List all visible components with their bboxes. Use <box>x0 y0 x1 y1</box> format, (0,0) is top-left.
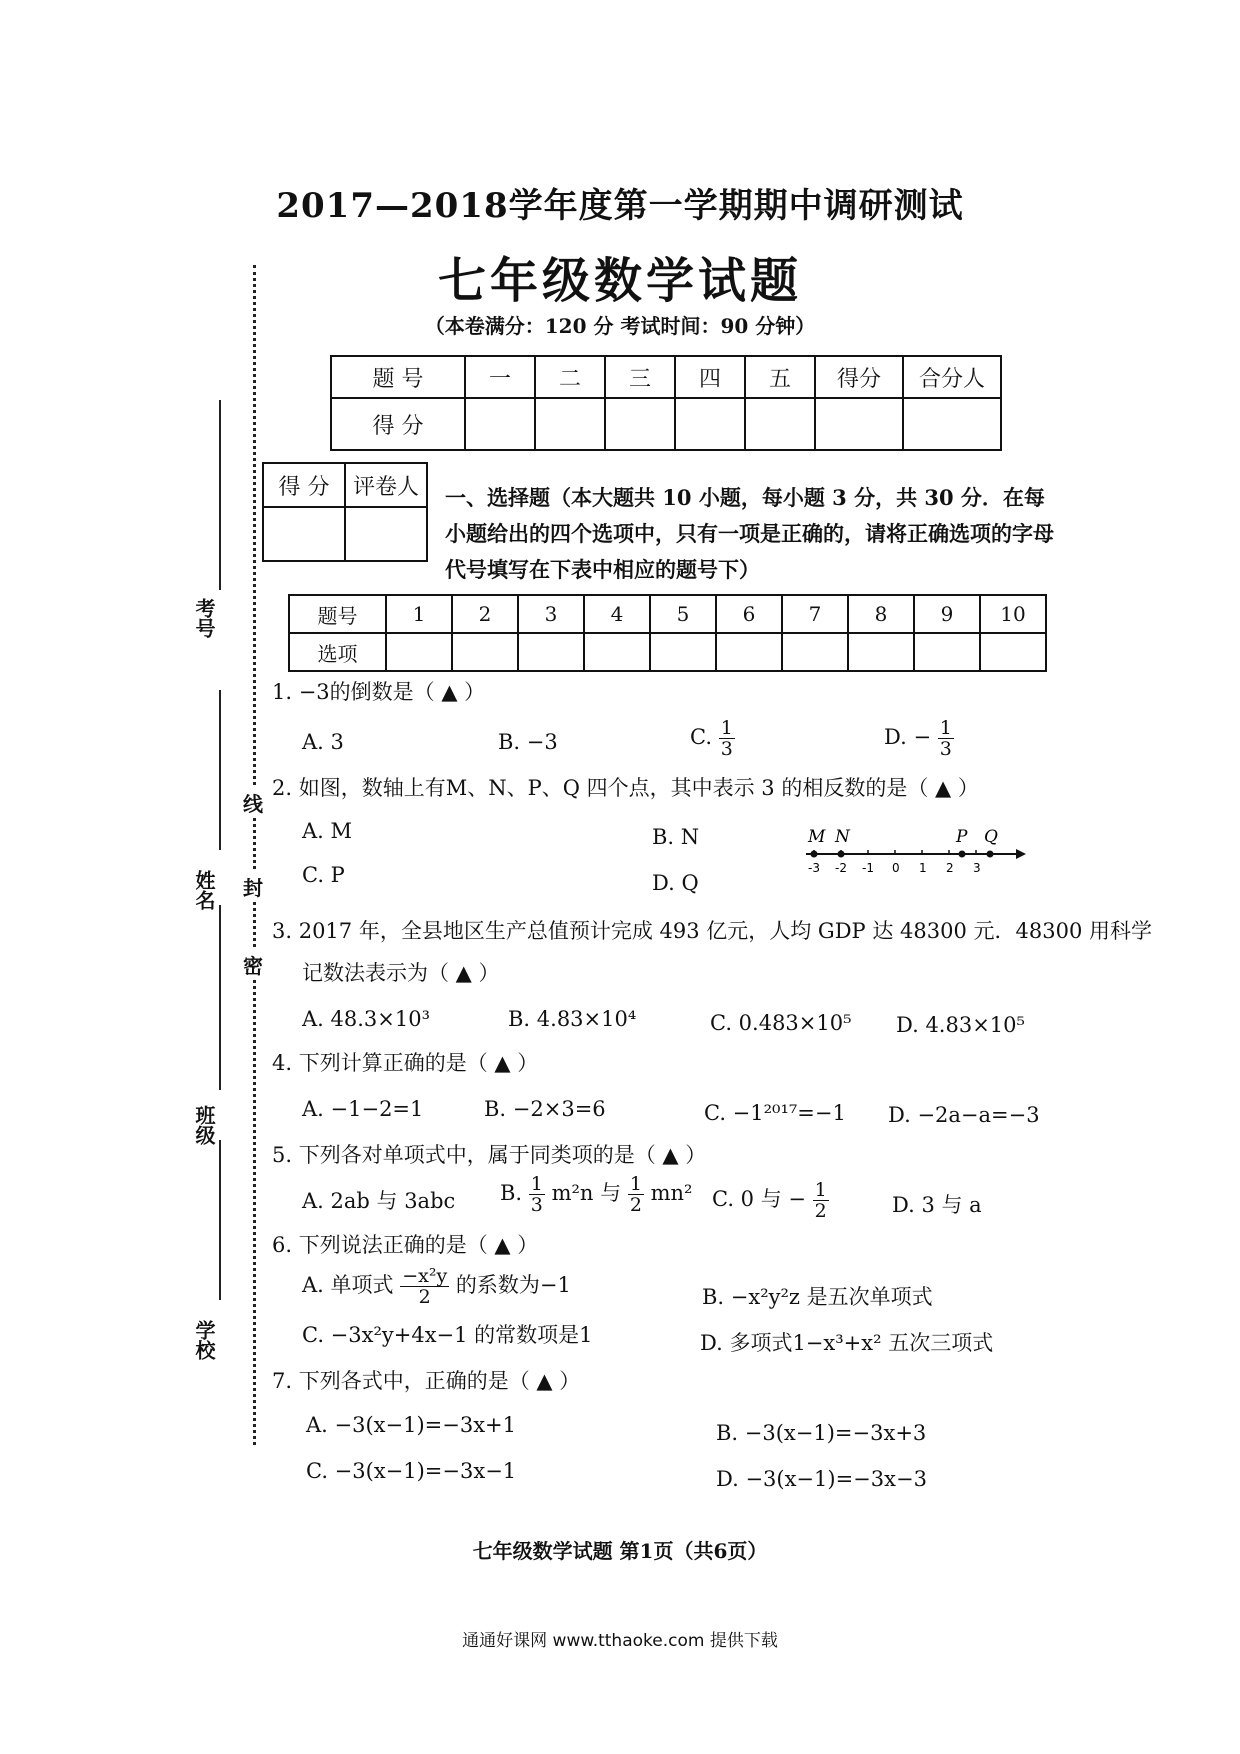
question-3-stem-line1: 3. 2017 年，全县地区生产总值预计完成 493 亿元，人均 GDP 达 48300 元．48300 用科学 <box>272 919 1152 943</box>
fraction-denominator: 2 <box>629 1194 642 1216</box>
tick-label: 2 <box>946 861 954 875</box>
answer-choice-cell[interactable] <box>848 633 914 671</box>
question-1-option-a: A. 3 <box>302 730 344 754</box>
point-m-dot <box>811 851 818 858</box>
fraction-denominator: 2 <box>418 1286 431 1308</box>
fraction <box>400 1266 449 1307</box>
question-7-stem: 7. 下列各式中，正确的是（ ▲ ） <box>272 1369 581 1393</box>
fraction-numerator: 1 <box>939 717 952 739</box>
score-cell[interactable] <box>815 398 903 450</box>
option-prefix: D. − <box>884 725 932 749</box>
answer-number-cell: 9 <box>914 595 980 633</box>
answer-choice-cell[interactable] <box>980 633 1046 671</box>
fraction-denominator: 3 <box>939 738 952 760</box>
exam-title-line2: 七年级数学试题 <box>437 253 802 309</box>
question-2-option-a: A. M <box>302 819 353 843</box>
tick-label: 3 <box>973 861 981 875</box>
fraction-numerator: 1 <box>629 1173 642 1195</box>
score-cell[interactable] <box>605 398 675 450</box>
question-7-option-b: B. −3(x−1)=−3x+3 <box>716 1421 927 1445</box>
score-header-cell: 二 <box>535 356 605 398</box>
question-5-option-a: A. 2ab 与 3abc <box>302 1189 456 1213</box>
answer-number-cell: 3 <box>518 595 584 633</box>
fraction <box>628 1174 644 1215</box>
name-rule <box>219 690 221 850</box>
answer-choice-cell[interactable] <box>584 633 650 671</box>
question-5-option-d: D. 3 与 a <box>892 1193 982 1217</box>
option-text: 的系数为−1 <box>455 1273 571 1297</box>
tick-label: -3 <box>808 861 820 875</box>
question-6-stem: 6. 下列说法正确的是（ ▲ ） <box>272 1233 539 1257</box>
score-cell[interactable] <box>745 398 815 450</box>
option-text: m²n 与 <box>551 1181 622 1205</box>
question-3-option-b: B. 4.83×10⁴ <box>508 1007 637 1031</box>
question-7-option-d: D. −3(x−1)=−3x−3 <box>716 1467 927 1491</box>
score-header-cell: 题 号 <box>331 356 465 398</box>
answer-number-cell: 6 <box>716 595 782 633</box>
option-prefix: C. 0 与 − <box>712 1187 806 1211</box>
question-6-option-a <box>302 1266 571 1307</box>
score-header-cell: 合分人 <box>903 356 1001 398</box>
point-n-dot <box>838 851 845 858</box>
label-name: 姓名 <box>192 870 216 910</box>
fraction-numerator: 1 <box>530 1173 543 1195</box>
score-header-cell: 得分 <box>815 356 903 398</box>
fraction-numerator: 1 <box>720 717 733 739</box>
answer-table-row-label: 选项 <box>289 633 386 671</box>
answer-choice-cell[interactable] <box>452 633 518 671</box>
question-4-option-b: B. −2×3=6 <box>484 1097 606 1121</box>
score-row-label: 得 分 <box>331 398 465 450</box>
question-3-option-c: C. 0.483×10⁵ <box>710 1011 852 1035</box>
answer-choice-cell[interactable] <box>914 633 980 671</box>
question-2-option-c: C. P <box>302 863 345 887</box>
grader-score-header: 得 分 <box>263 463 345 507</box>
question-2-option-d: D. Q <box>652 871 699 895</box>
question-4-option-c: C. −1²⁰¹⁷=−1 <box>704 1101 846 1125</box>
fraction <box>529 1174 545 1215</box>
point-m-label: M <box>808 827 826 847</box>
score-header-cell: 一 <box>465 356 535 398</box>
point-p-label: P <box>956 827 968 847</box>
number-line-arrow <box>1016 849 1026 859</box>
question-3-option-a: A. 48.3×10³ <box>302 1007 431 1031</box>
answer-choice-cell[interactable] <box>650 633 716 671</box>
question-1-option-c <box>690 718 735 759</box>
question-6-option-b: B. −x²y²z 是五次单项式 <box>702 1285 933 1309</box>
exam-subtitle: （本卷满分：120 分 考试时间：90 分钟） <box>424 314 816 338</box>
option-prefix: C. <box>690 725 712 749</box>
school-rule <box>219 1140 221 1300</box>
question-4-stem: 4. 下列计算正确的是（ ▲ ） <box>272 1051 539 1075</box>
answer-number-cell: 2 <box>452 595 518 633</box>
question-1-option-d <box>884 718 954 759</box>
label-school: 学校 <box>192 1320 216 1360</box>
question-6-option-c: C. −3x²y+4x−1 的常数项是1 <box>302 1323 593 1347</box>
question-4-option-d: D. −2a−a=−3 <box>888 1103 1040 1127</box>
fraction <box>813 1180 829 1221</box>
question-1-option-b: B. −3 <box>498 730 558 754</box>
score-cell[interactable] <box>903 398 1001 450</box>
fraction-denominator: 3 <box>720 738 733 760</box>
answer-number-cell: 5 <box>650 595 716 633</box>
label-exam-number: 考号 <box>192 598 216 638</box>
section1-heading: 一、选择题（本大题共 10 小题，每小题 3 分，共 30 分．在每小题给出的四个选项中，只有一项是正确的，请将正确选项的字母代号填写在下表中相应的题号下） <box>445 485 1054 582</box>
question-3-option-d: D. 4.83×10⁵ <box>896 1013 1025 1037</box>
score-cell[interactable] <box>535 398 605 450</box>
tick-label: 1 <box>919 861 927 875</box>
seal-char-secret: 密 <box>243 950 263 979</box>
score-cell[interactable] <box>675 398 745 450</box>
tick-label: -1 <box>862 861 874 875</box>
question-2-stem: 2. 如图，数轴上有M、N、P、Q 四个点，其中表示 3 的相反数的是（ ▲ ） <box>272 776 979 800</box>
label-class: 班级 <box>192 1105 216 1145</box>
score-header-cell: 三 <box>605 356 675 398</box>
score-summary-table <box>330 355 1002 451</box>
seal-char-seal: 封 <box>243 872 263 901</box>
fraction-numerator: 1 <box>814 1179 827 1201</box>
grader-score-cell[interactable] <box>263 507 345 561</box>
point-q-dot <box>987 851 994 858</box>
answer-number-cell: 1 <box>386 595 452 633</box>
question-3-stem-line2: 记数法表示为（ ▲ ） <box>302 961 500 985</box>
binding-dotted-line <box>253 265 256 1445</box>
grader-table <box>262 462 428 562</box>
option-prefix: B. <box>500 1181 523 1205</box>
answer-choice-cell[interactable] <box>782 633 848 671</box>
option-text: mn² <box>650 1181 693 1205</box>
question-1-stem: 1. −3的倒数是（ ▲ ） <box>272 680 486 704</box>
fraction-denominator: 2 <box>814 1200 827 1222</box>
option-prefix: A. 单项式 <box>302 1273 394 1297</box>
answer-table-row-label: 题号 <box>289 595 386 633</box>
tick-label: -2 <box>835 861 847 875</box>
question-5-option-b <box>500 1174 692 1215</box>
seal-char-line: 线 <box>243 788 263 817</box>
exam-title-line1: 2017—2018学年度第一学期期中调研测试 <box>276 186 964 226</box>
point-p-dot <box>959 851 966 858</box>
tick-label: 0 <box>892 861 900 875</box>
question-5-option-c <box>712 1180 829 1221</box>
answer-number-cell: 4 <box>584 595 650 633</box>
fraction-numerator: −x²y <box>402 1265 448 1287</box>
answer-table <box>288 594 1047 672</box>
question-7-option-c: C. −3(x−1)=−3x−1 <box>306 1459 517 1483</box>
question-2-option-b: B. N <box>652 825 700 849</box>
number-line-figure <box>800 822 1030 882</box>
question-6-option-d: D. 多项式1−x³+x² 五次三项式 <box>700 1331 994 1355</box>
fraction-denominator: 3 <box>530 1194 543 1216</box>
fraction <box>938 718 954 759</box>
class-rule <box>219 905 221 1090</box>
answer-choice-cell[interactable] <box>716 633 782 671</box>
fraction <box>719 718 735 759</box>
score-header-cell: 五 <box>745 356 815 398</box>
exam-number-rule <box>219 400 221 590</box>
question-7-option-a: A. −3(x−1)=−3x+1 <box>306 1413 517 1437</box>
answer-choice-cell[interactable] <box>518 633 584 671</box>
point-n-label: N <box>835 827 850 847</box>
answer-number-cell: 7 <box>782 595 848 633</box>
question-4-option-a: A. −1−2=1 <box>302 1097 424 1121</box>
answer-number-cell: 8 <box>848 595 914 633</box>
grader-name-cell[interactable] <box>345 507 427 561</box>
answer-choice-cell[interactable] <box>386 633 452 671</box>
score-cell[interactable] <box>465 398 535 450</box>
page-footer: 七年级数学试题 第1页（共6页） <box>472 1539 768 1563</box>
point-q-label: Q <box>984 827 998 847</box>
grader-name-header: 评卷人 <box>345 463 427 507</box>
answer-number-cell: 10 <box>980 595 1046 633</box>
question-5-stem: 5. 下列各对单项式中，属于同类项的是（ ▲ ） <box>272 1143 707 1167</box>
source-watermark: 通通好课网 www.tthaoke.com 提供下载 <box>462 1631 778 1651</box>
score-header-cell: 四 <box>675 356 745 398</box>
